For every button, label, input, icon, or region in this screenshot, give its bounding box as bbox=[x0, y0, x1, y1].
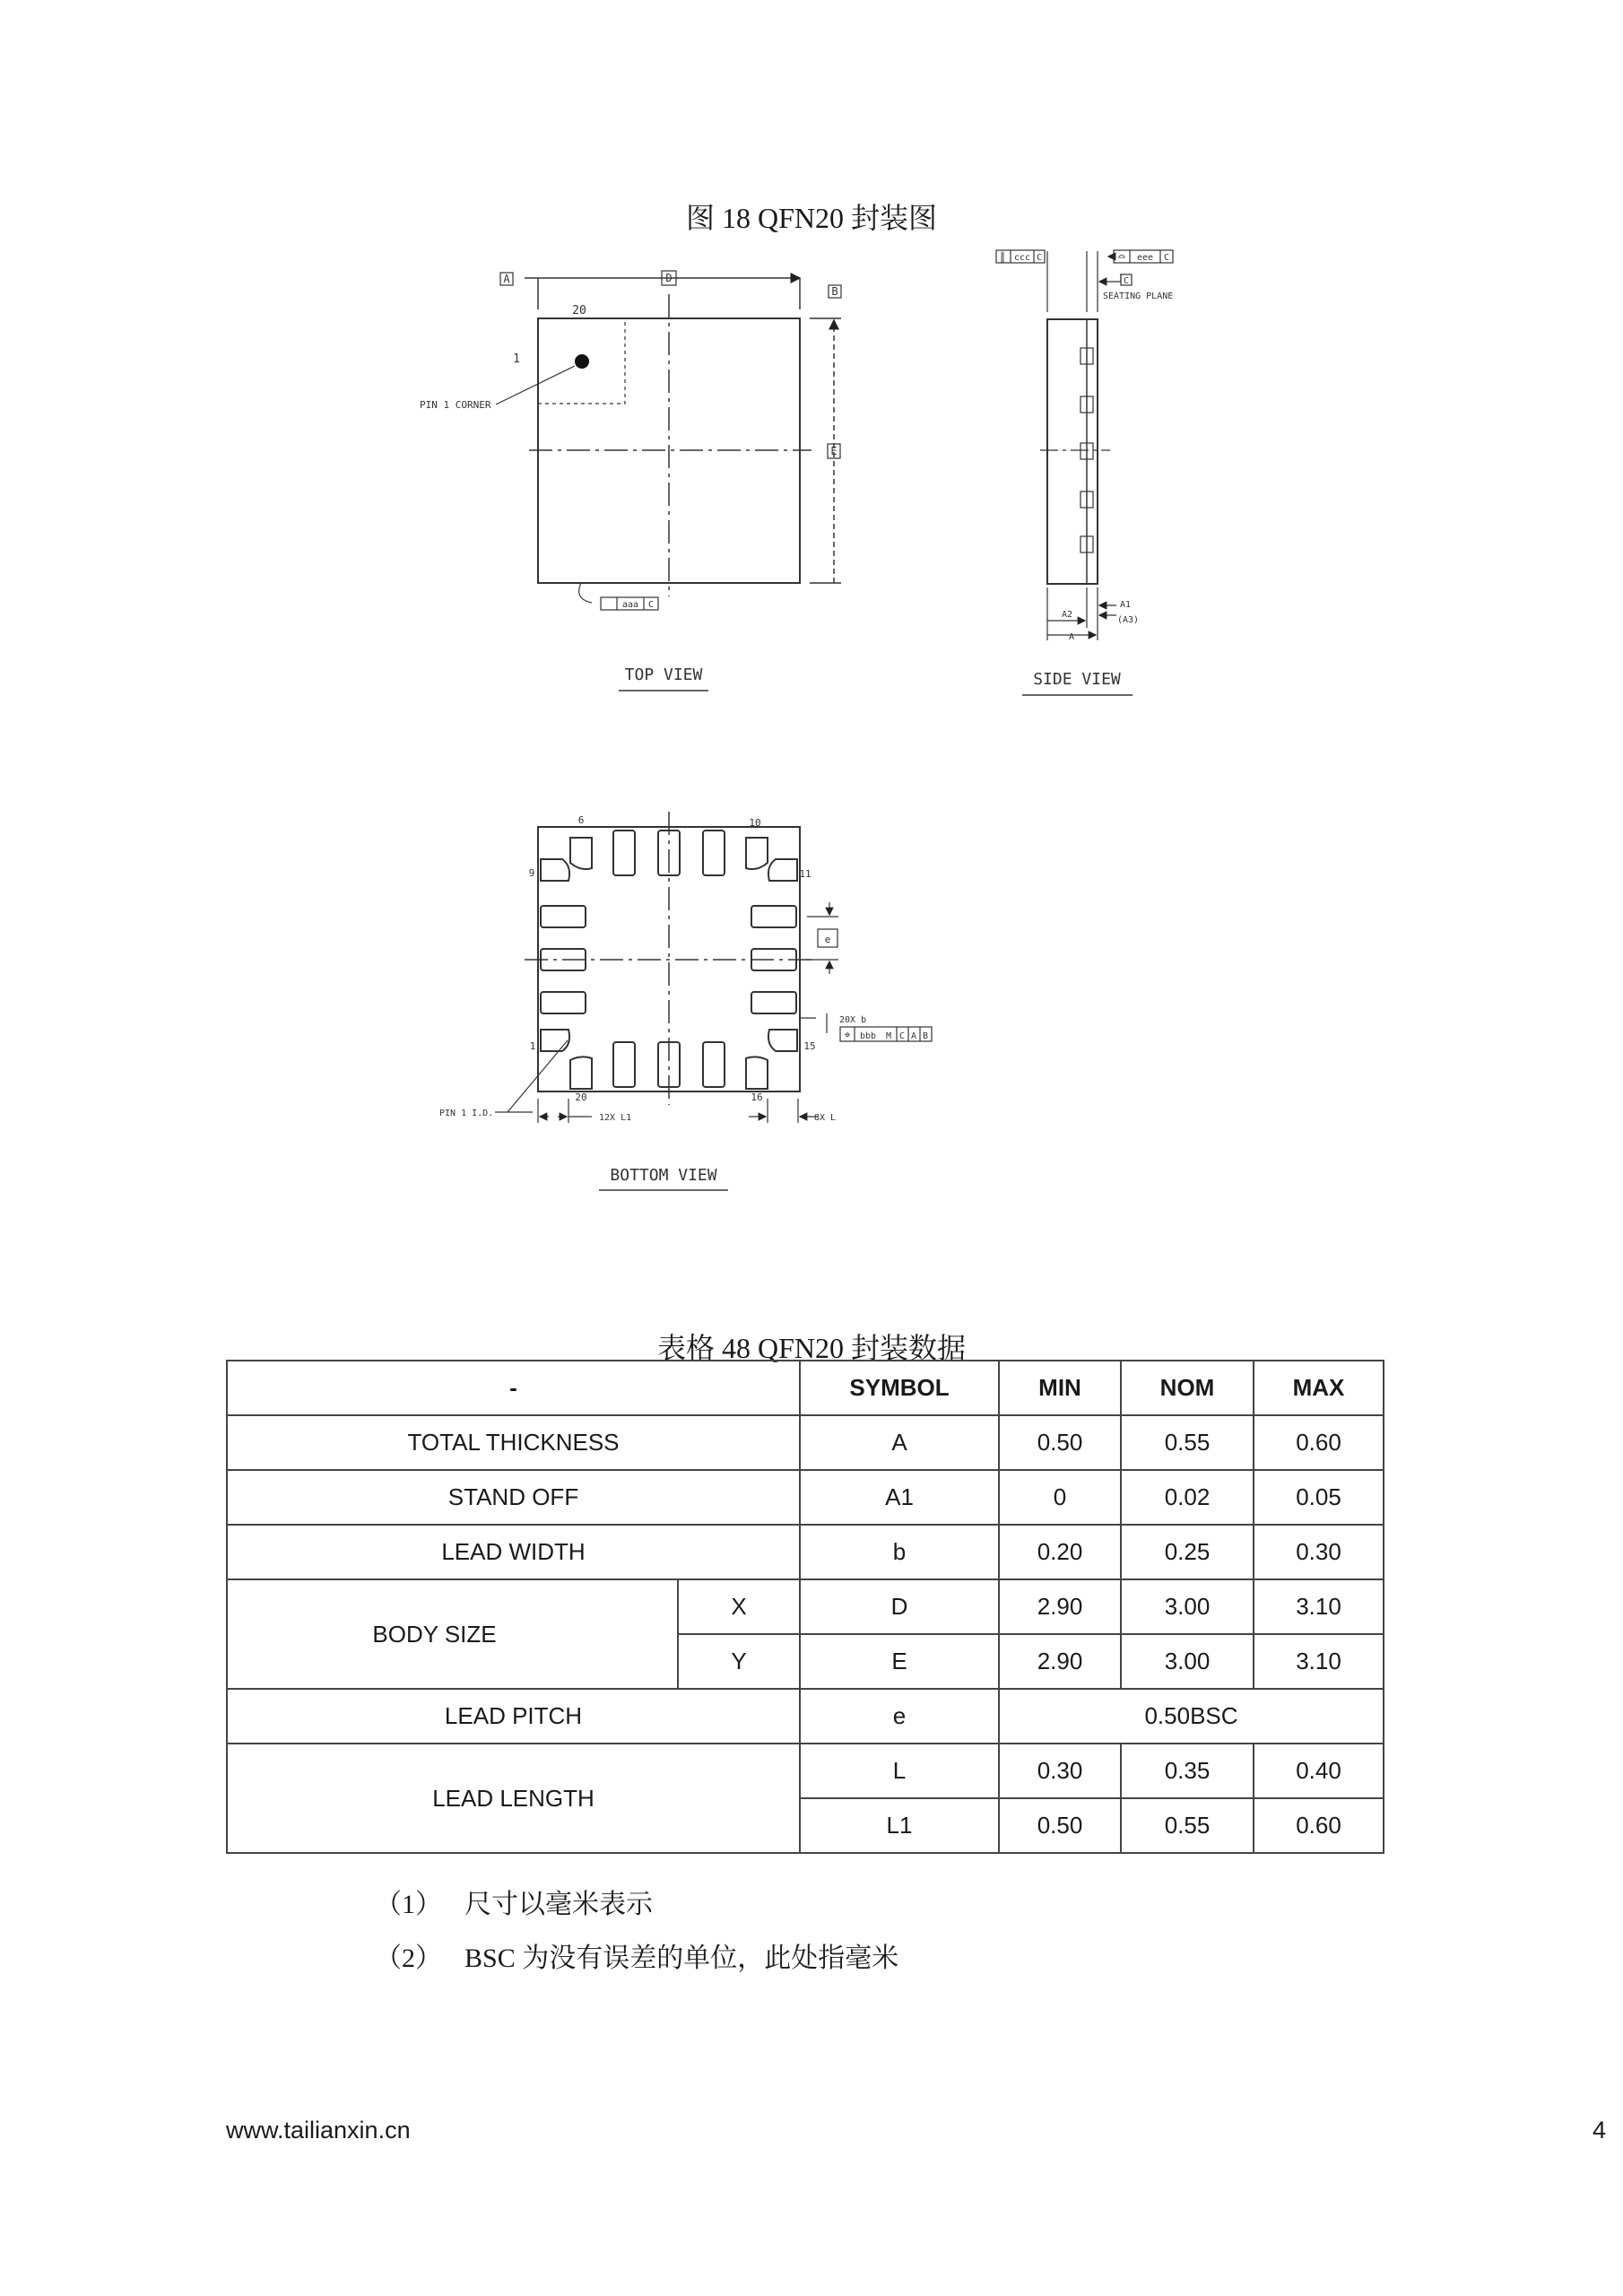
ref-b-label: B bbox=[922, 1031, 929, 1041]
note-number: （1） bbox=[375, 1890, 442, 1919]
pin-9-label: 9 bbox=[528, 867, 535, 879]
row-max: 0.40 bbox=[1254, 1744, 1384, 1798]
lead-width-label: 20X b bbox=[839, 1015, 867, 1025]
dim-a2-label: A2 bbox=[1061, 610, 1073, 620]
row-label: BODY SIZE bbox=[227, 1579, 678, 1689]
pin-20-label: 20 bbox=[572, 304, 586, 317]
bottom-view-text bbox=[439, 814, 928, 1185]
l-label: 8X L bbox=[814, 1113, 837, 1123]
pin-15-label: 15 bbox=[803, 1040, 816, 1052]
row-min: 0.50 bbox=[999, 1798, 1121, 1853]
side-view-body bbox=[1047, 319, 1098, 584]
row-label: LEAD PITCH bbox=[227, 1689, 800, 1744]
pin-20-bottom-label: 20 bbox=[575, 1091, 587, 1103]
dim-a-label: A bbox=[1068, 632, 1075, 642]
row-symbol: A bbox=[800, 1415, 999, 1470]
seating-plane-label: SEATING PLANE bbox=[1103, 291, 1174, 301]
header-description: - bbox=[227, 1361, 800, 1415]
top-tolerance-ref: C bbox=[647, 600, 655, 610]
pin-6-label: 6 bbox=[577, 814, 585, 826]
row-nom: 3.00 bbox=[1121, 1634, 1254, 1689]
row-symbol: A1 bbox=[800, 1470, 999, 1525]
row-nom: 0.35 bbox=[1121, 1744, 1254, 1798]
package-data-table bbox=[226, 1360, 1384, 1854]
row-symbol: E bbox=[800, 1634, 999, 1689]
row-nom: 0.02 bbox=[1121, 1470, 1254, 1525]
row-min: 0.20 bbox=[999, 1525, 1121, 1579]
header-nom: NOM bbox=[1121, 1361, 1254, 1415]
row-nom: 0.25 bbox=[1121, 1525, 1254, 1579]
note-1 bbox=[375, 1882, 653, 1921]
dim-a1-label: A1 bbox=[1120, 600, 1132, 610]
bottom-view bbox=[495, 812, 932, 1190]
row-nom: 3.00 bbox=[1121, 1579, 1254, 1634]
footer-url: www.tailianxin.cn bbox=[226, 2117, 411, 2144]
header-symbol: SYMBOL bbox=[800, 1361, 999, 1415]
table-row bbox=[227, 1415, 1384, 1470]
header-max: MAX bbox=[1254, 1361, 1384, 1415]
row-symbol: D bbox=[800, 1579, 999, 1634]
row-min: 2.90 bbox=[999, 1634, 1121, 1689]
modifier-label: M bbox=[885, 1031, 892, 1041]
note-text: BSC 为没有误差的单位，此处指毫米 bbox=[464, 1944, 899, 1973]
flatness-value: eee bbox=[1136, 253, 1154, 263]
dim-d-label: D bbox=[665, 272, 673, 284]
row-nom: 0.55 bbox=[1121, 1415, 1254, 1470]
dim-e-pitch-label: e bbox=[824, 934, 831, 945]
datum-a-label: A bbox=[503, 273, 510, 285]
side-view-title: SIDE VIEW bbox=[1033, 670, 1121, 689]
row-min: 2.90 bbox=[999, 1579, 1121, 1634]
row-max: 0.05 bbox=[1254, 1470, 1384, 1525]
top-tolerance-value: aaa bbox=[621, 600, 639, 610]
row-symbol: L bbox=[800, 1744, 999, 1798]
row-label: TOTAL THICKNESS bbox=[227, 1415, 800, 1470]
table-row bbox=[227, 1470, 1384, 1525]
pin-1-bottom-label: 1 bbox=[529, 1040, 536, 1052]
dim-e-label: E bbox=[830, 445, 838, 457]
pin-1-label: 1 bbox=[513, 352, 520, 366]
row-min: 0.30 bbox=[999, 1744, 1121, 1798]
table-caption: 表格 48 QFN20 封装数据 bbox=[656, 1332, 967, 1364]
row-axis: X bbox=[678, 1579, 800, 1634]
row-symbol: b bbox=[800, 1525, 999, 1579]
row-label: LEAD WIDTH bbox=[227, 1525, 800, 1579]
row-max: 0.30 bbox=[1254, 1525, 1384, 1579]
note-text: 尺寸以毫米表示 bbox=[464, 1890, 653, 1919]
row-label: LEAD LENGTH bbox=[227, 1744, 800, 1853]
pin1-corner-label: PIN 1 CORNER bbox=[420, 399, 491, 411]
side-view bbox=[996, 250, 1173, 695]
flatness-ref: C bbox=[1163, 253, 1170, 263]
table-row bbox=[227, 1579, 1384, 1634]
svg-text:⌖: ⌖ bbox=[844, 1029, 851, 1042]
row-label: STAND OFF bbox=[227, 1470, 800, 1525]
ref-c-label: C bbox=[898, 1031, 906, 1041]
page-number: 4 bbox=[1593, 2117, 1607, 2144]
row-axis: Y bbox=[678, 1634, 800, 1689]
l1-label: 12X L1 bbox=[599, 1113, 632, 1123]
parallelism-ref: C bbox=[1036, 253, 1043, 263]
header-min: MIN bbox=[999, 1361, 1121, 1415]
pin-10-label: 10 bbox=[749, 817, 761, 829]
table-header-row bbox=[227, 1361, 1384, 1415]
datum-b-label: B bbox=[831, 285, 838, 298]
figure-caption: 图 18 QFN20 封装图 bbox=[685, 202, 938, 234]
parallelism-value: ccc bbox=[1013, 253, 1031, 263]
row-value: 0.50BSC bbox=[999, 1689, 1384, 1744]
pin-16-label: 16 bbox=[751, 1091, 763, 1103]
top-view bbox=[496, 271, 841, 691]
top-view-text bbox=[420, 272, 838, 684]
top-view-title: TOP VIEW bbox=[624, 665, 703, 684]
table-row bbox=[227, 1689, 1384, 1744]
svg-text:⌓: ⌓ bbox=[1118, 250, 1125, 263]
bottom-view-title: BOTTOM VIEW bbox=[610, 1166, 717, 1185]
datum-c-label: C bbox=[1123, 276, 1130, 286]
dim-a3-label: (A3) bbox=[1117, 615, 1140, 625]
row-symbol: L1 bbox=[800, 1798, 999, 1853]
row-max: 3.10 bbox=[1254, 1634, 1384, 1689]
row-max: 0.60 bbox=[1254, 1798, 1384, 1853]
pin1-dot bbox=[575, 354, 589, 369]
table-row bbox=[227, 1744, 1384, 1798]
position-tolerance-value: bbb bbox=[859, 1031, 877, 1041]
table-row bbox=[227, 1525, 1384, 1579]
row-min: 0.50 bbox=[999, 1415, 1121, 1470]
ref-a-label: A bbox=[910, 1031, 917, 1041]
row-max: 0.60 bbox=[1254, 1415, 1384, 1470]
svg-text:∥: ∥ bbox=[1000, 250, 1005, 263]
row-nom: 0.55 bbox=[1121, 1798, 1254, 1853]
note-number: （2） bbox=[375, 1944, 442, 1973]
row-symbol: e bbox=[800, 1689, 999, 1744]
row-max: 3.10 bbox=[1254, 1579, 1384, 1634]
pin1-id-label: PIN 1 I.D. bbox=[439, 1109, 494, 1118]
note-2 bbox=[375, 1935, 898, 1975]
row-min: 0 bbox=[999, 1470, 1121, 1525]
pin-11-label: 11 bbox=[799, 868, 812, 880]
